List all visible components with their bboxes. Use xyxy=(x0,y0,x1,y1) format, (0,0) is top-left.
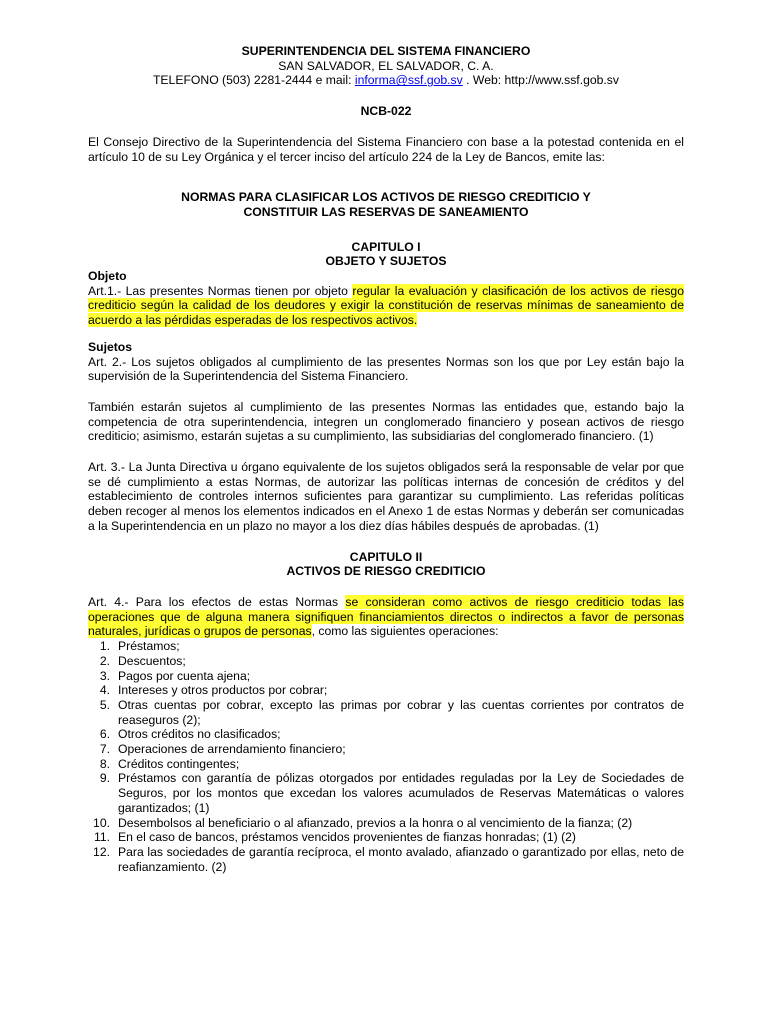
list-item xyxy=(88,698,684,727)
tambien-paragraph: También estarán sujetos al cumplimiento de las presentes Normas las entidades que, estando bajo la competencia de otra superintendencia, integren un conglomerado financiero y posean activos de riesgo crediticio; asimismo, estarán sujetas a su cumplimiento, las subsidiarias del conglomerado financiero. (1) xyxy=(88,399,684,444)
list-item-number: 3. xyxy=(99,668,110,683)
list-item-text: Préstamos con garantía de pólizas otorgados por entidades reguladas por la Ley de Sociedades de Seguros, por los montos que excedan los valores acumulados de Reservas Matemáticas o valores garantizados; (1) xyxy=(118,771,684,815)
art4-prefix: Art. 4.- Para los efectos de estas Normas xyxy=(88,594,346,609)
list-item-number: 4. xyxy=(99,683,110,698)
list-item-text: Créditos contingentes; xyxy=(118,756,240,771)
list-item xyxy=(88,816,684,831)
list-item-number: 1. xyxy=(99,639,110,654)
list-item xyxy=(88,771,684,815)
list-item-number: 9. xyxy=(99,771,110,786)
list-item xyxy=(88,654,684,669)
list-item-number: 5. xyxy=(99,697,110,712)
chapter1-subheading: OBJETO Y SUJETOS xyxy=(325,254,447,269)
art4-highlight: se consideran como activos de riesgo crediticio todas las operaciones que de alguna manera signifiquen financiamientos directos o indirectos a favor de personas naturales, jurídicas o grupos de personas xyxy=(88,594,684,639)
list-item-text: Operaciones de arrendamiento financiero; xyxy=(118,742,346,757)
org-contact xyxy=(88,73,684,88)
list-item xyxy=(88,845,684,874)
art4-paragraph xyxy=(88,595,684,639)
list-item-text: Otras cuentas por cobrar, excepto las primas por cobrar y las cuentas corrientes por contratos de reaseguros (2); xyxy=(118,697,684,727)
list-item xyxy=(88,830,684,845)
title-line-1: NORMAS PARA CLASIFICAR LOS ACTIVOS DE RIESGO CREDITICIO Y xyxy=(181,190,591,205)
art4-suffix: , como las siguientes operaciones: xyxy=(311,624,499,639)
list-item-number: 6. xyxy=(99,727,110,742)
list-item-text: Descuentos; xyxy=(118,653,186,668)
list-item-number: 2. xyxy=(99,653,110,668)
chapter2-subheading: ACTIVOS DE RIESGO CREDITICIO xyxy=(286,564,486,579)
objeto-heading: Objeto xyxy=(88,269,127,284)
art2-paragraph: Art. 2.- Los sujetos obligados al cumplimiento de las presentes Normas son los que por Ley están bajo la supervisión de la Superintendencia del Sistema Financiero. xyxy=(88,354,684,384)
title-line-2: CONSTITUIR LAS RESERVAS DE SANEAMIENTO xyxy=(243,204,529,219)
org-address: SAN SALVADOR, EL SALVADOR, C. A. xyxy=(278,58,494,73)
list-item xyxy=(88,727,684,742)
list-item-number: 8. xyxy=(99,756,110,771)
list-item xyxy=(88,742,684,757)
list-item-text: Desembolsos al beneficiario o al afianzado, previos a la honra o al vencimiento de la fianza; (2) xyxy=(118,815,633,830)
org-name: SUPERINTENDENCIA DEL SISTEMA FINANCIERO xyxy=(241,44,531,58)
list-item xyxy=(88,683,684,698)
art3-paragraph: Art. 3.- La Junta Directiva u órgano equivalente de los sujetos obligados será la responsable de velar por que se dé cumplimiento a estas Normas, de autorizar las políticas internas de concesión de créditos y del establecimiento de controles internos suficientes para garantizar su cumplimiento. Las referidas políticas deben recoger al menos los elementos indicados en el Anexo 1 de estas Normas y deberán ser comunicadas a la Superintendencia en un plazo no mayor a los diez días hábiles después de aprobadas. (1) xyxy=(88,460,684,533)
chapter2-heading: CAPITULO II xyxy=(349,549,423,564)
list-item-text: Préstamos; xyxy=(118,639,180,654)
art1-paragraph xyxy=(88,284,684,328)
list-item-text: Intereses y otros productos por cobrar; xyxy=(118,683,328,698)
list-item-text: Pagos por cuenta ajena; xyxy=(118,668,251,683)
list-item-text: Para las sociedades de garantía recíproca, el monto avalado, afianzado o garantizado por ellas, neto de reafianzamiento. (2) xyxy=(118,844,684,874)
list-item xyxy=(88,669,684,684)
contact-prefix: TELEFONO (503) 2281-2444 e mail: xyxy=(152,73,355,88)
list-item-number: 12. xyxy=(93,844,110,859)
list-item-text: Otros créditos no clasificados; xyxy=(118,727,281,742)
document-code: NCB-022 xyxy=(360,104,412,119)
list-item-number: 7. xyxy=(99,742,110,757)
document-body xyxy=(88,44,684,874)
list-item xyxy=(88,639,684,654)
list-item-number: 10. xyxy=(93,815,110,830)
contact-suffix: . Web: http://www.ssf.gob.sv xyxy=(462,73,619,88)
intro-paragraph: El Consejo Directivo de la Superintendencia del Sistema Financiero con base a la potestad contenida en el artículo 10 de su Ley Orgánica y el tercer inciso del artículo 224 de la Ley de Bancos, emite las: xyxy=(88,134,684,164)
list-item xyxy=(88,757,684,772)
email-link[interactable]: informa@ssf.gob.sv xyxy=(354,73,463,88)
list-item-number: 11. xyxy=(93,830,110,845)
chapter1-heading: CAPITULO I xyxy=(351,239,421,254)
sujetos-heading: Sujetos xyxy=(88,339,133,354)
operations-list xyxy=(88,639,684,874)
art1-prefix: Art.1.- Las presentes Normas tienen por objeto xyxy=(88,283,353,298)
art1-highlight: regular la evaluación y clasificación de los activos de riesgo crediticio según la calidad de los deudores y exigir la constitución de reservas mínimas de saneamiento de acuerdo a las pérdidas esperadas de los respectivos activos. xyxy=(88,283,684,328)
list-item-text: En el caso de bancos, préstamos vencidos provenientes de fianzas honradas; (1) (2) xyxy=(118,830,576,845)
